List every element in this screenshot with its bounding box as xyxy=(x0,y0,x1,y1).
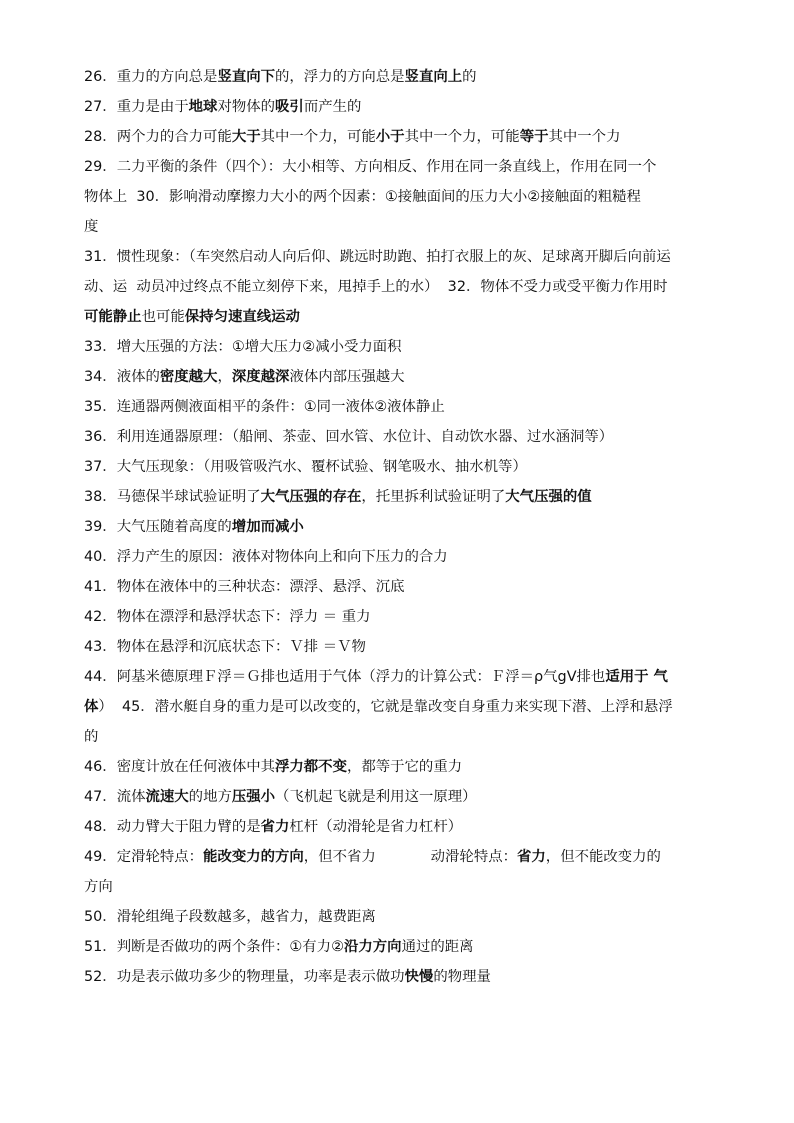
text-segment: 49．定滑轮特点： xyxy=(84,849,204,865)
text-segment: ） 45．潜水艇自身的重力是可以改变的，它就是靠改变自身重力来实现下潜、上浮和悬浮 xyxy=(98,699,673,715)
bold-text: 体 xyxy=(84,699,99,715)
bold-text: 能改变力的方向 xyxy=(203,849,304,865)
bold-text: 深度越深 xyxy=(231,369,290,385)
text-line xyxy=(84,212,740,242)
text-segment: 的，浮力的方向总是 xyxy=(275,69,405,85)
text-segment: 物体上 30．影响滑动摩擦力大小的两个因素：①接触面间的压力大小②接触面的粗糙程 xyxy=(84,189,641,205)
text-line xyxy=(84,902,740,932)
document-body xyxy=(84,62,740,992)
text-line xyxy=(84,662,740,692)
text-segment: 其中一个力，可能 xyxy=(404,129,520,145)
bold-text: 适用于 气 xyxy=(605,669,668,685)
text-segment: ，但不能改变力的 xyxy=(545,849,661,865)
text-line xyxy=(84,122,740,152)
text-segment: （飞机起飞就是利用这一原理） xyxy=(275,789,477,805)
text-line xyxy=(84,92,740,122)
bold-text: 等于 xyxy=(519,129,549,145)
text-segment: 的物理量 xyxy=(433,969,491,985)
bold-text: 地球 xyxy=(188,99,218,115)
text-line xyxy=(84,572,740,602)
text-segment: 31．惯性现象：（车突然启动人向后仰、跳远时助跑、拍打衣服上的灰、足球离开脚后向前运 xyxy=(84,249,671,265)
bold-text: 省力 xyxy=(260,819,290,835)
text-line xyxy=(84,152,740,182)
text-line xyxy=(84,272,740,302)
text-segment: 28．两个力的合力可能 xyxy=(84,129,232,145)
text-segment: 的 xyxy=(462,69,477,85)
text-line xyxy=(84,302,740,332)
text-line xyxy=(84,362,740,392)
bold-text: 小于 xyxy=(375,129,405,145)
bold-text: 压强小 xyxy=(231,789,276,805)
bold-text: 增加而减小 xyxy=(231,519,304,535)
text-segment: 29．二力平衡的条件（四个）：大小相等、方向相反、作用在同一条直线上，作用在同一个 xyxy=(84,159,657,175)
text-segment: 41．物体在液体中的三种状态：漂浮、悬浮、沉底 xyxy=(84,579,405,595)
text-line xyxy=(84,452,740,482)
text-segment: 50．滑轮组绳子段数越多，越省力，越费距离 xyxy=(84,909,376,925)
text-segment: 通过的距离 xyxy=(401,939,474,955)
text-line xyxy=(84,722,740,752)
text-segment: 的地方 xyxy=(188,789,232,805)
text-segment: 27．重力是由于 xyxy=(84,99,189,115)
bold-text: 竖直向下 xyxy=(217,69,276,85)
text-segment: ，但不省力 动滑轮特点： xyxy=(303,849,517,865)
text-segment: 其中一个力，可能 xyxy=(260,129,376,145)
bold-text: 大于 xyxy=(231,129,261,145)
text-segment: 也可能 xyxy=(141,309,185,325)
text-segment: 36．利用连通器原理：（船闸、茶壶、回水管、水位计、自动饮水器、过水涵洞等） xyxy=(84,429,614,445)
text-segment: 的 xyxy=(84,729,99,745)
bold-text: 浮力都不变 xyxy=(275,759,347,775)
text-line xyxy=(84,542,740,572)
text-segment: 33．增大压强的方法：①增大压力②减小受力面积 xyxy=(84,339,402,355)
text-segment: 46．密度计放在任何液体中其 xyxy=(84,759,275,775)
text-segment: 52．功是表示做功多少的物理量，功率是表示做功 xyxy=(84,969,405,985)
text-segment: 对物体的 xyxy=(217,99,276,115)
bold-text: 沿力方向 xyxy=(343,939,402,955)
text-segment: 动、运 动员冲过终点不能立刻停下来，甩掉手上的水） 32．物体不受力或受平衡力作用时 xyxy=(84,279,668,295)
text-segment: 37．大气压现象：（用吸管吸汽水、覆杯试验、钢笔吸水、抽水机等） xyxy=(84,459,527,475)
text-segment: 43．物体在悬浮和沉底状态下：Ｖ排 ＝Ｖ物 xyxy=(84,639,366,655)
bold-text: 流速大 xyxy=(145,789,189,805)
text-segment: 39．大气压随着高度的 xyxy=(84,519,232,535)
text-segment: 38．马德保半球试验证明了 xyxy=(84,489,261,505)
text-segment: 杠杆（动滑轮是省力杠杆） xyxy=(289,819,463,835)
bold-text: 密度越大 xyxy=(159,369,218,385)
bold-text: 吸引 xyxy=(275,99,304,115)
text-segment: ，托里拆利试验证明了 xyxy=(361,489,506,505)
text-line xyxy=(84,242,740,272)
text-line xyxy=(84,332,740,362)
text-segment: ，都等于它的重力 xyxy=(346,759,463,775)
text-segment: 26．重力的方向总是 xyxy=(84,69,218,85)
text-segment: 液体内部压强越大 xyxy=(289,369,405,385)
text-line xyxy=(84,512,740,542)
text-segment: 35．连通器两侧液面相平的条件：①同一液体②液体静止 xyxy=(84,399,445,415)
bold-text: 省力 xyxy=(517,849,546,865)
text-line xyxy=(84,962,740,992)
text-line xyxy=(84,62,740,92)
text-segment: 47．流体 xyxy=(84,789,146,805)
text-segment: 34．液体的 xyxy=(84,369,160,385)
text-line xyxy=(84,602,740,632)
text-segment: 42．物体在漂浮和悬浮状态下：浮力 ＝ 重力 xyxy=(84,609,371,625)
bold-text: 可能静止 xyxy=(84,309,142,325)
bold-text: 大气压强的存在 xyxy=(260,489,362,505)
text-segment: ， xyxy=(217,369,232,385)
text-line xyxy=(84,182,740,212)
text-line xyxy=(84,392,740,422)
text-line xyxy=(84,812,740,842)
text-segment: 40．浮力产生的原因：液体对物体向上和向下压力的合力 xyxy=(84,549,448,565)
bold-text: 竖直向上 xyxy=(404,69,463,85)
text-segment: 其中一个力 xyxy=(548,129,621,145)
text-line xyxy=(84,842,740,872)
text-line xyxy=(84,632,740,662)
text-line xyxy=(84,782,740,812)
text-line xyxy=(84,422,740,452)
text-segment: 度 xyxy=(84,219,99,235)
bold-text: 快慢 xyxy=(404,969,434,985)
bold-text: 大气压强的值 xyxy=(505,489,592,505)
text-segment: 而产生的 xyxy=(303,99,362,115)
text-segment: 44．阿基米德原理Ｆ浮＝Ｇ排也适用于气体（浮力的计算公式：Ｆ浮＝ρ气gV排也 xyxy=(84,669,606,685)
bold-text: 保持匀速直线运动 xyxy=(184,309,300,325)
text-line xyxy=(84,482,740,512)
text-segment: 方向 xyxy=(84,879,113,895)
text-line xyxy=(84,932,740,962)
text-line xyxy=(84,872,740,902)
text-segment: 48．动力臂大于阻力臂的是 xyxy=(84,819,261,835)
text-segment: 51．判断是否做功的两个条件：①有力② xyxy=(84,939,344,955)
text-line xyxy=(84,752,740,782)
text-line xyxy=(84,692,740,722)
